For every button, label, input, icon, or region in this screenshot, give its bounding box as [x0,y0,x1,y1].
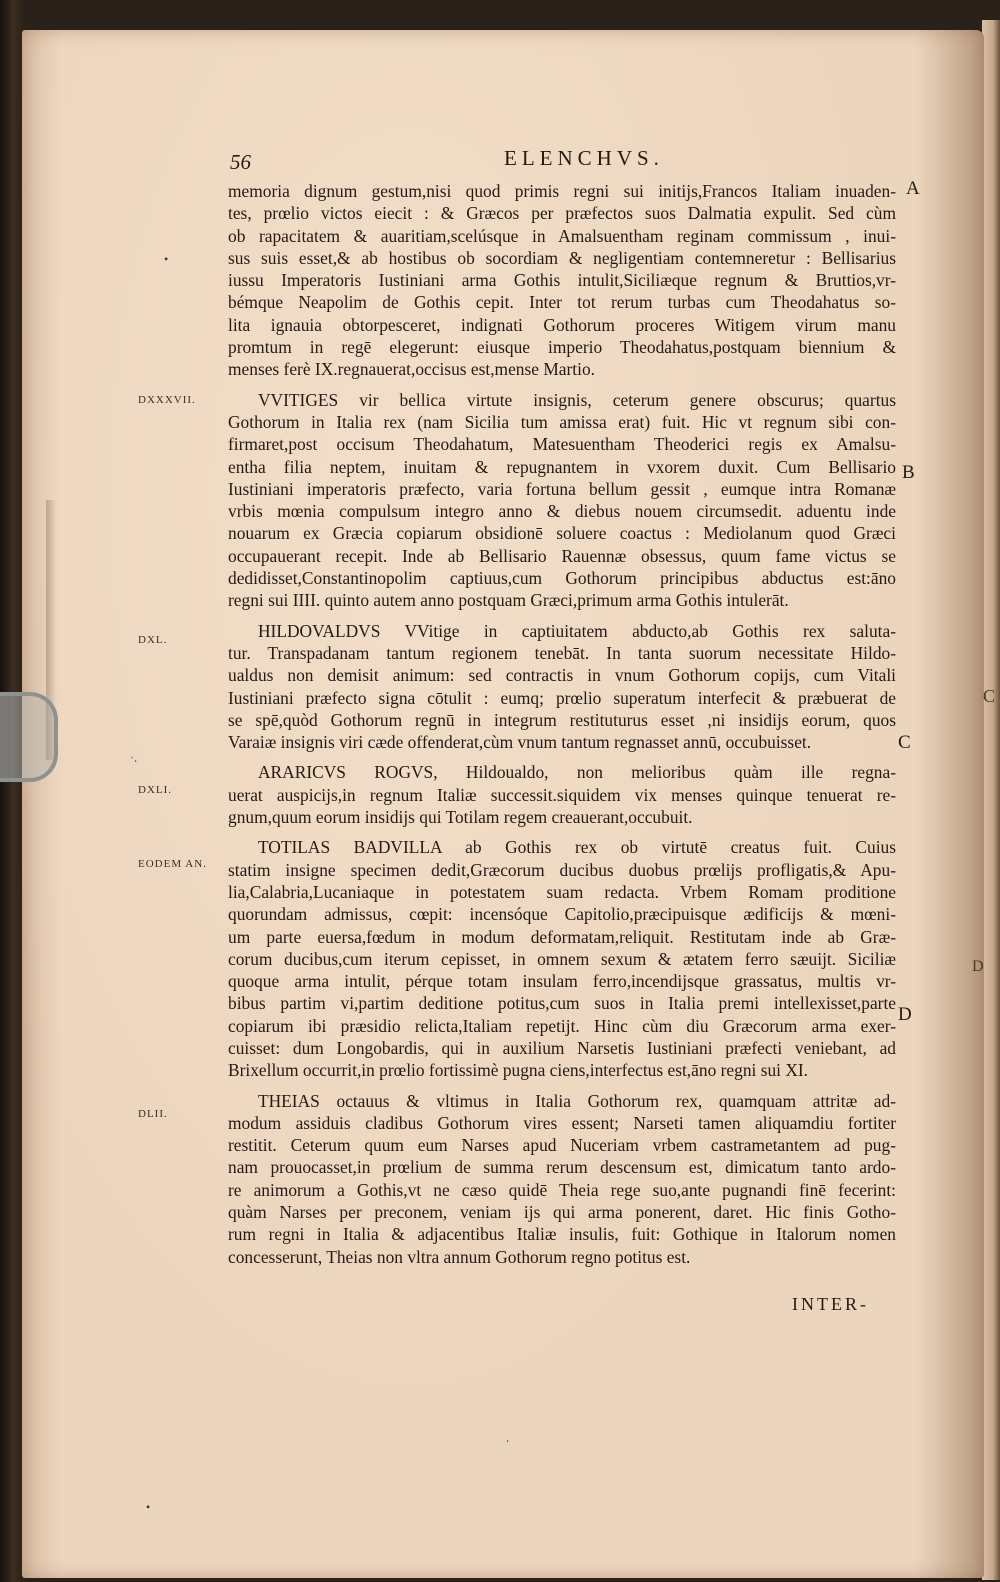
text-line: gnum,quum eorum insidijs qui Totilam regem creauerant,occubuit. [228,807,693,828]
text-line: entha filia neptem, inuitam & repugnantem in vxorem duxit. Cum Bellisario [228,456,896,477]
margin-date-witiges: DXXXVII. [138,394,196,406]
text-line: lia,Calabria,Lucaniaque in potestatem suam redacta. Vrbem Romam proditione [228,881,896,902]
catchword: INTER- [792,1294,869,1314]
margin-date-totilas: EODEM AN. [138,858,207,870]
text-line: quorundam admissus, cœpit: incensóque Capitolio,præcipuisque ædificijs & mœni- [228,904,896,925]
text-line: VVITIGES vir bellica virtute insignis, ceterum genere obscurus; quartus [258,389,896,410]
text-line: tur. Transpadanam tantum regionem tenebāt. In tanta suorum necessitate Hildo- [228,642,896,663]
text-line: rum regni in Italia & adjacentibus Italiæ insulis, fuit: Gothique in Italorum nomen [228,1224,896,1245]
paragraph-araricus [228,761,896,828]
text-line: re animorum a Gothis,vt ne cæso quidē Theia rege suo,ante pugnandi finē fecerint: [228,1179,896,1200]
text-line: Brixellum occurrit,in prœlio fortissimè pugna ciens,interfectus est,āno regni sui XI. [228,1060,809,1081]
text-line: iussu Imperatoris Iustiniani arma Gothis intulit,Siciliæque regnum & Bruttios,vr- [228,270,896,291]
text-line: lita ignauia obtorpesceret, indignati Gothorum proceres Witigem virum manu [228,314,896,335]
text-line: uerat auspicijs,in regnum Italiæ successit.siquidem vix menses quinque tenuerat re- [228,784,896,805]
section-letter-b: B [902,462,915,483]
text-line: modum assiduis cladibus Gothorum vires essent; Narseti tamen aliquamdiu fortiter [228,1112,896,1133]
text-line: regni sui IIII. quinto autem anno postquam Græci,primum arma Gothis intulerāt. [228,590,789,611]
text-line: HILDOVALDVS VVitige in captiuitatem abducto,ab Gothis rex saluta- [258,620,896,641]
text-line: sus suis esset,& ab hostibus ob socordiam & negligentiam contemneretur : Bellisarius [228,247,896,268]
text-line: se spē,quòd Gothorum regnū in integrum restituturus esset ,ni insidijs eorum, quos [228,709,896,730]
text-line: concesserunt, Theias non vltra annum Gothorum regno potitus est. [228,1246,691,1267]
paragraph-hildovaldus [228,620,896,754]
text-line: nam prouocasset,in prœlium de summa rerum descensum est, dimicatum tanto ardo- [228,1157,896,1178]
running-title: ELENCHVS. [504,146,664,170]
text-line: Varaiæ insignis viri cæde offenderat,cùm vnum tantum regnasset annū, occubuisset. [228,732,812,753]
next-page-edge [982,20,1000,1580]
text-line: quàm Narses per preconem, veniam ijs qui arma ponerent, daret. Hic finis Gotho- [228,1202,896,1223]
section-letter-a: A [906,178,920,199]
section-letter-c: C [898,732,911,753]
ink-speck: • [164,252,169,266]
text-line: firmaret,post occisum Theodahatum, Matesuentham Theoderici regis ex Amalsu- [228,434,896,455]
text-line: ualdus non demisit animum: sed contractis in vnum Gothorum copijs, cum Vitali [228,665,896,686]
text-line: promtum in regē elegerunt: eiusque imperio Theodahatus,postquam biennium & [228,337,896,358]
text-line: bibus partim vi,partim deditione potitus,cum suos in Italia premi intellexisset,parte [228,993,896,1014]
text-line: Iustiniani præfecto signa cōtulit : eumq; prœlio superatum interfecit & præbuerat de [228,687,896,708]
text-line: cuisset: dum Longobardis, qui in auxilium Narsetis Iustiniani præfecti veniebant, ad [228,1037,896,1058]
text-line: THEIAS octauus & vltimus in Italia Gothorum rex, quamquam attritæ ad- [258,1090,896,1111]
text-line: menses ferè IX.regnauerat,occisus est,mense Martio. [228,359,595,380]
text-line: um parte euersa,fœdum in modum deformatam,reliquit. Restitutam inde ab Græ- [228,926,896,947]
ink-speck: ∙ [506,1434,509,1448]
adjacent-page-fragment: C [983,686,996,706]
page-number: 56 [230,150,251,174]
text-line: ob rapacitatem & auaritiam,scelúsque in Amalsuentham reginam commissum , inui- [228,225,896,246]
margin-date-hildovaldus: DXL. [138,634,168,646]
ink-speck: ˈ∙ [130,754,137,768]
margin-date-theias: DLII. [138,1108,168,1120]
section-letter-d: D [898,1004,912,1025]
text-line: copiarum ibi præsidio relicta,Italiam repetijt. Hinc cùm diu Græcorum arma exer- [228,1015,896,1036]
paper-clip [0,692,58,782]
text-line: quoque arma intulit, pérque totam insulam ferro,incendijsque grassatus, multis vr- [228,971,896,992]
text-line: TOTILAS BADVILLA ab Gothis rex ob virtutē creatus fuit. Cuius [258,837,896,858]
adjacent-page-fragment: D [972,958,984,975]
text-line: bémque Neapolim de Gothis cepit. Inter tot rerum turbas cum Theodahatus so- [228,292,896,313]
text-line: memoria dignum gestum,nisi quod primis regni sui initijs,Francos Italiam inuaden- [228,181,896,201]
text-line: dedidisset,Constantinopolim captiuus,cum Gothorum principibus abductus est:āno [228,568,896,589]
paragraph-witiges-prelude [228,180,896,381]
text-line: statim insigne specimen dedit,Græcorum ducibus duobus prœlijs profligatis,& Apu- [228,859,896,880]
text-line: Gothorum in Italia rex (nam Sicilia tum amissa erat) fuit. Hic vt regnum sibi con- [228,411,896,432]
text-line: occupauerant recepit. Inde ab Bellisario Rauennæ obsessus, quum fame victus se [228,545,896,566]
text-line: restitit. Ceterum quum eum Narses apud Nuceriam vrbem castrametantem ad pug- [228,1135,896,1156]
paragraph-witiges [228,389,896,612]
main-text [228,146,896,1268]
text-line: ARARICVS ROGVS, Hildoualdo, non melioribus quàm ille regna- [258,762,896,783]
text-line: vrbis mœnia compulsum integro anno & diebus nouem circumsedit. aduentu inde [228,501,896,522]
paragraph-totilas [228,836,896,1081]
text-line: Iustiniani imperatoris præfecto, varia fortuna bellum gessit , eumque intra Romanæ [228,478,896,499]
margin-date-araricus: DXLI. [138,784,173,796]
text-line: corum ducibus,cum iterum cepisset, in omnem sexum & ætatem ferro sæuijt. Siciliæ [228,948,896,969]
text-line: tes, prœlio victos eiecit : & Græcos per præfectos suos Dalmatia expulit. Sed cùm [228,203,896,224]
ink-speck: • [146,1500,151,1514]
running-head [228,146,896,180]
text-line: nouarum ex Græcia copiarum obsidionē soluere coactus : Mediolanum quod Græci [228,523,896,544]
paragraph-theias [228,1090,896,1268]
